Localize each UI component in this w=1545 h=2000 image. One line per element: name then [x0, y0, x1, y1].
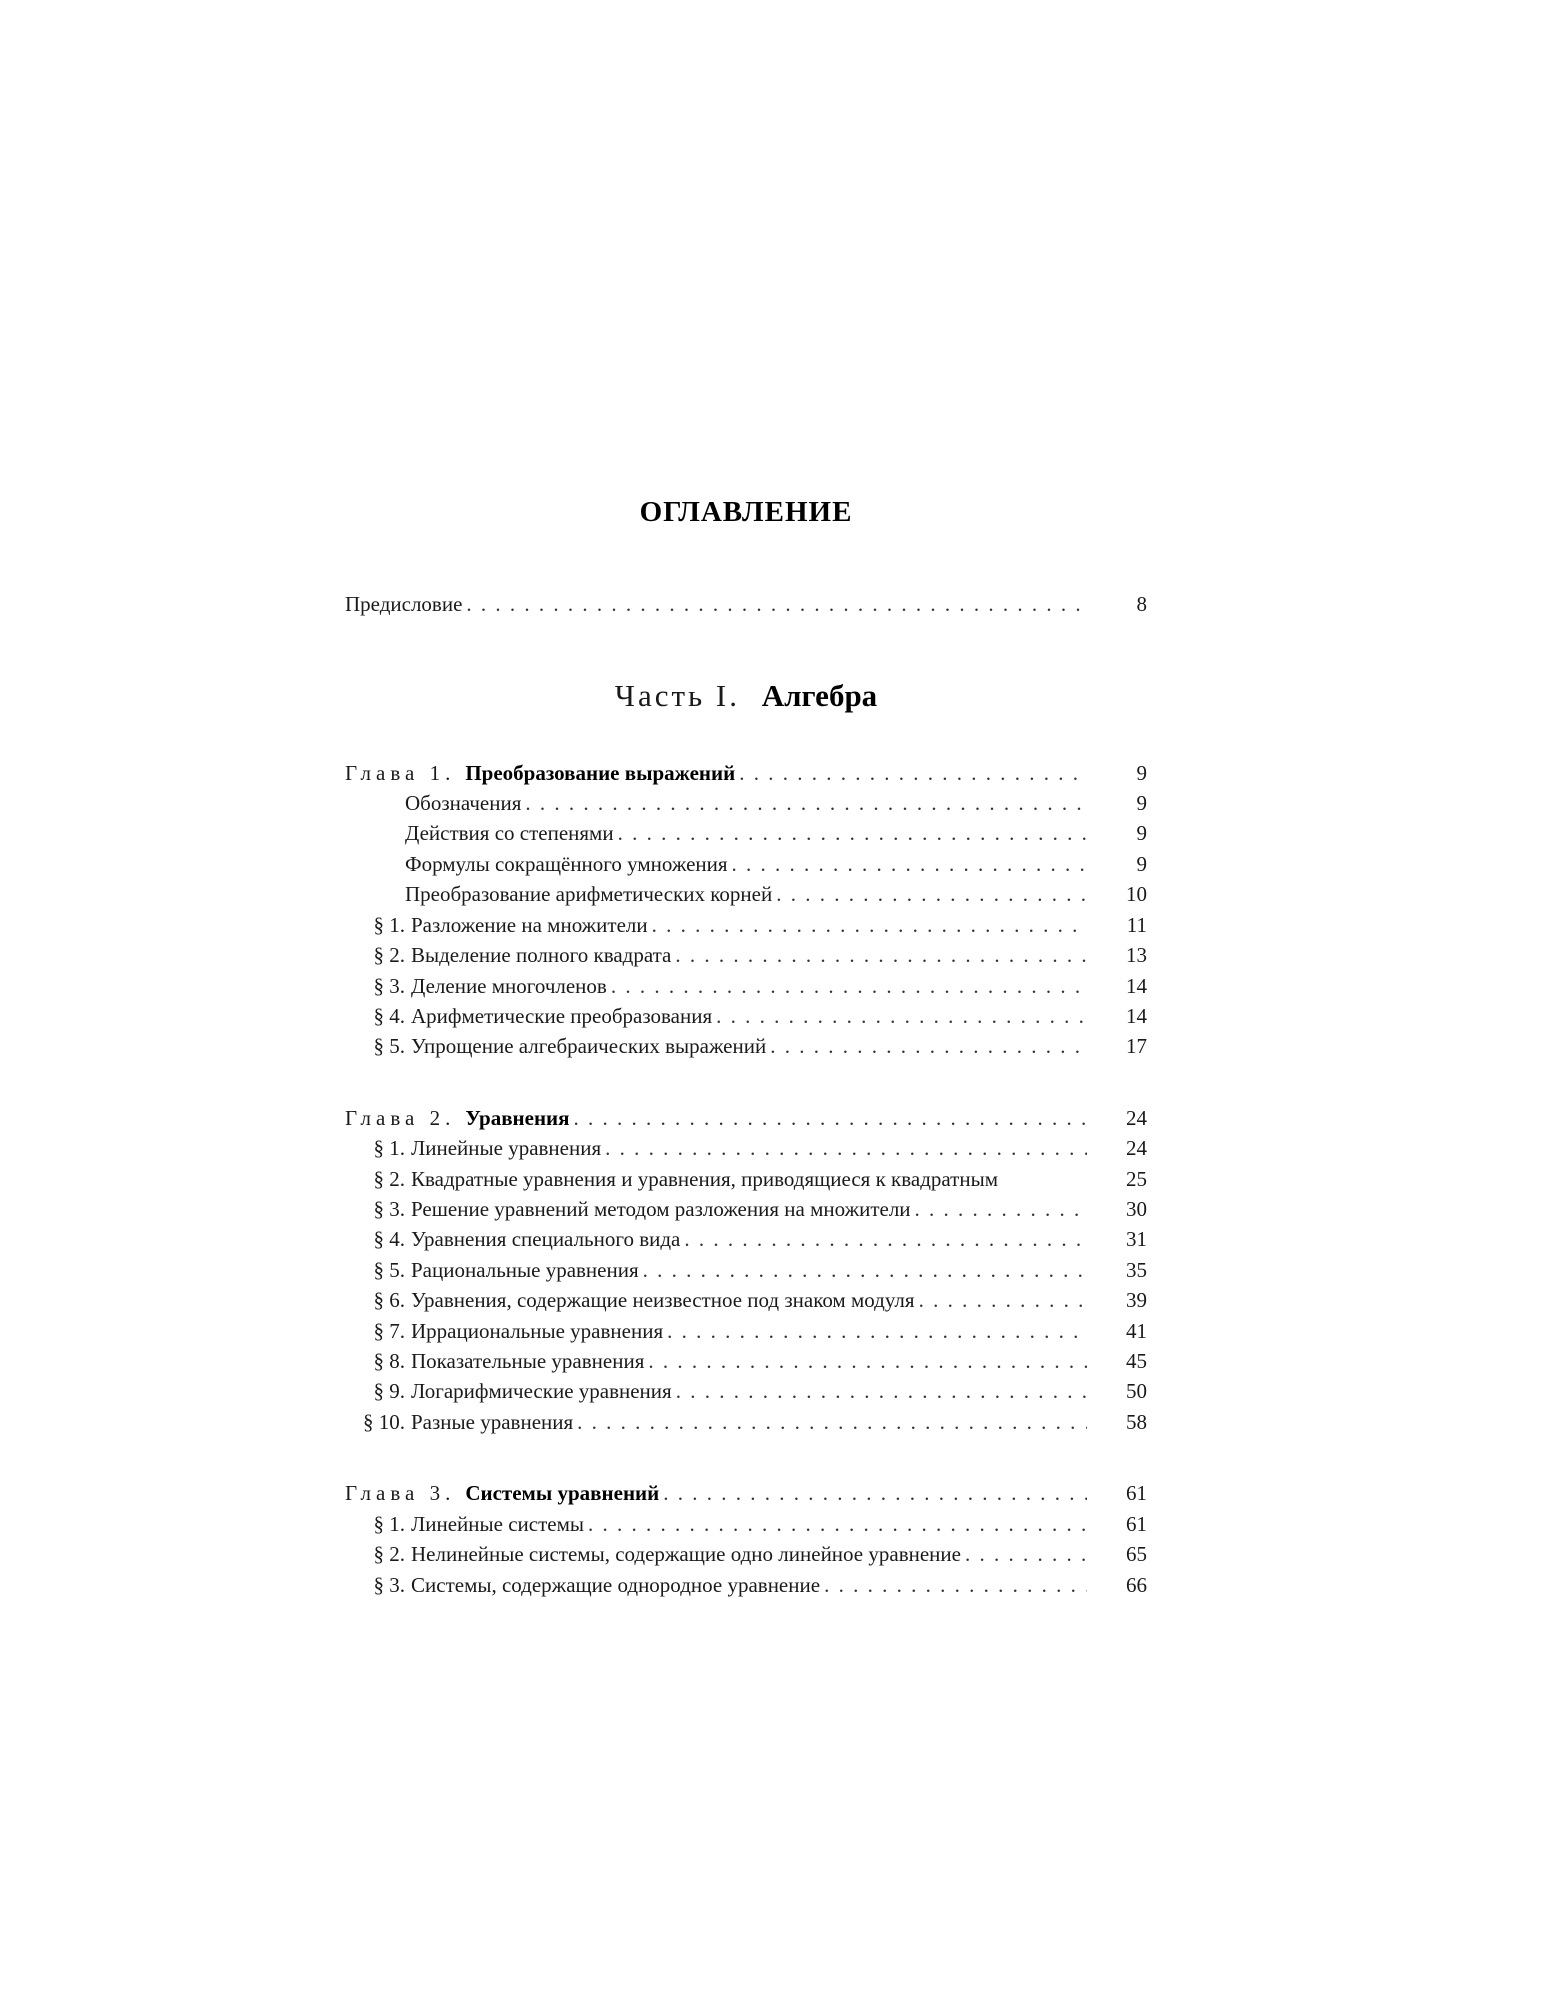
toc-page-number: 61: [1126, 1512, 1147, 1536]
toc-entry-label: Линейные системы: [411, 1512, 584, 1536]
toc-entry[interactable]: [345, 1539, 1147, 1569]
toc-page-number: 13: [1126, 943, 1147, 967]
section-mark: § 9.: [373, 1379, 405, 1403]
section-mark: § 1.: [373, 913, 405, 937]
toc-entry-label: Деление многочленов: [411, 974, 607, 998]
chapter-prefix: Глава 2.: [345, 1106, 456, 1130]
toc-entry[interactable]: [345, 1001, 1147, 1031]
toc-entry-label: Арифметические преобразования: [411, 1004, 713, 1028]
toc-entry-label: Предисловие: [345, 592, 463, 616]
section-mark: § 3.: [373, 1573, 405, 1597]
toc-page-number: 9: [1136, 761, 1147, 785]
toc-entry[interactable]: [345, 1285, 1147, 1315]
section-mark: § 6.: [373, 1288, 405, 1312]
section-mark: § 3.: [373, 1197, 405, 1221]
toc-entry-label: Иррациональные уравнения: [411, 1319, 664, 1343]
leader-dots: [716, 1001, 1087, 1031]
section-mark: § 4.: [373, 1227, 405, 1251]
leader-dots: [577, 1407, 1087, 1437]
toc-page-number: 58: [1126, 1410, 1147, 1434]
toc-entry-label: Разложение на множители: [411, 913, 648, 937]
leader-dots: [574, 1103, 1087, 1133]
section-mark: § 1.: [373, 1136, 405, 1160]
leader-dots: [776, 879, 1087, 909]
toc-page-number: 35: [1126, 1258, 1147, 1282]
leader-dots: [915, 1194, 1087, 1224]
part-heading: [345, 678, 1147, 714]
chapter-title: Системы уравнений: [465, 1481, 660, 1505]
toc-entry-label: Системы, содержащие однородное уравнение: [411, 1573, 821, 1597]
section-mark: § 1.: [373, 1512, 405, 1536]
leader-dots: [466, 589, 1087, 619]
toc-entry-label: Преобразование арифметических корней: [405, 882, 773, 906]
toc-page-number: 14: [1126, 974, 1147, 998]
toc-chapter-1[interactable]: [345, 758, 1147, 788]
leader-dots: [648, 1346, 1087, 1376]
toc-page-number: 45: [1126, 1349, 1147, 1373]
toc-chapter-3[interactable]: [345, 1478, 1147, 1508]
toc-page-number: 65: [1126, 1542, 1147, 1566]
toc-entry-label: Решение уравнений методом разложения на множители: [411, 1197, 911, 1221]
chapter-title: Преобразование выражений: [465, 761, 736, 785]
section-mark: § 5.: [373, 1258, 405, 1282]
toc-entry[interactable]: [345, 1224, 1147, 1254]
toc-page-number: 50: [1126, 1379, 1147, 1403]
toc-entry[interactable]: [345, 1031, 1147, 1061]
leader-dots: [663, 1478, 1087, 1508]
toc-page-number: 11: [1126, 913, 1147, 937]
leader-dots: [676, 1376, 1087, 1406]
section-mark: § 4.: [373, 1004, 405, 1028]
chapter-prefix: Глава 1.: [345, 761, 456, 785]
leader-dots: [919, 1285, 1087, 1315]
leader-dots: [611, 971, 1087, 1001]
section-mark: § 8.: [373, 1349, 405, 1373]
part-name: Алгебра: [761, 678, 878, 713]
toc-entry-label: Уравнения, содержащие неизвестное под знаком модуля: [411, 1288, 915, 1312]
toc-page-number: 8: [1136, 592, 1147, 616]
leader-dots: [732, 849, 1087, 879]
toc-entry[interactable]: [345, 1316, 1147, 1346]
leader-dots: [667, 1316, 1087, 1346]
toc-entry-label: Разные уравнения: [411, 1410, 574, 1434]
part-prefix: Часть I.: [614, 678, 740, 713]
toc-entry-label: Обозначения: [405, 791, 522, 815]
section-mark: § 5.: [373, 1034, 405, 1058]
leader-dots: [739, 758, 1087, 788]
toc-chapter-2[interactable]: [345, 1103, 1147, 1133]
page-title: ОГЛАВЛЕНИЕ: [639, 496, 853, 528]
toc-entry[interactable]: [345, 1407, 1147, 1437]
leader-dots: [618, 818, 1087, 848]
toc-page-number: 41: [1126, 1319, 1147, 1343]
toc-entry-label: Рациональные уравнения: [411, 1258, 639, 1282]
toc-entry-label: Логарифмические уравнения: [411, 1379, 672, 1403]
toc-entry[interactable]: [345, 940, 1147, 970]
leader-dots: [652, 910, 1087, 940]
leader-dots: [525, 788, 1087, 818]
toc-page-number: 9: [1136, 852, 1147, 876]
toc-entry-label: Формулы сокращённого умножения: [405, 852, 728, 876]
toc-page-number: 24: [1126, 1106, 1147, 1130]
toc-page-number: 14: [1126, 1004, 1147, 1028]
section-mark: § 2.: [373, 943, 405, 967]
toc-page-number: 24: [1126, 1136, 1147, 1160]
section-mark: § 7.: [373, 1319, 405, 1343]
leader-dots: [965, 1539, 1087, 1569]
toc-entry[interactable]: [345, 1133, 1147, 1163]
toc-entry-label: Показательные уравнения: [411, 1349, 645, 1373]
toc-page-number: 66: [1126, 1573, 1147, 1597]
toc-entry-label: Нелинейные системы, содержащие одно линейное уравнение: [411, 1542, 961, 1566]
toc-page-number: 9: [1136, 821, 1147, 845]
toc-entry[interactable]: [345, 849, 1147, 879]
toc-entry[interactable]: [345, 879, 1147, 909]
toc-entry-label: Выделение полного квадрата: [411, 943, 672, 967]
toc-entry[interactable]: [345, 1164, 1147, 1194]
section-mark: § 2.: [373, 1542, 405, 1566]
leader-dots: [588, 1509, 1087, 1539]
toc-entry-label: Действия со степенями: [405, 821, 614, 845]
toc-entry[interactable]: [345, 1570, 1147, 1600]
toc-entry-label: Уравнения специального вида: [411, 1227, 681, 1251]
toc-entry[interactable]: [345, 818, 1147, 848]
toc-page-number: 9: [1136, 791, 1147, 815]
toc-entry[interactable]: [345, 1194, 1147, 1224]
toc-page-number: 30: [1126, 1197, 1147, 1221]
toc-entry-preface[interactable]: [345, 589, 1147, 619]
toc-page-number: 61: [1126, 1481, 1147, 1505]
toc-page-number: 25: [1126, 1167, 1147, 1191]
leader-dots: [824, 1570, 1087, 1600]
section-mark: § 3.: [373, 974, 405, 998]
leader-dots: [675, 940, 1087, 970]
chapter-title: Уравнения: [465, 1106, 570, 1130]
toc-entry[interactable]: [345, 910, 1147, 940]
toc-page-number: 17: [1126, 1034, 1147, 1058]
toc-entry[interactable]: [345, 971, 1147, 1001]
toc-entry[interactable]: [345, 1346, 1147, 1376]
leader-dots: [605, 1133, 1087, 1163]
toc-page-number: 10: [1126, 882, 1147, 906]
toc-entry[interactable]: [345, 1376, 1147, 1406]
chapter-prefix: Глава 3.: [345, 1481, 456, 1505]
toc-entry[interactable]: [345, 788, 1147, 818]
toc-page-number: 39: [1126, 1288, 1147, 1312]
toc-page-number: 31: [1126, 1227, 1147, 1251]
section-mark: § 2.: [373, 1167, 405, 1191]
toc-entry-label: Квадратные уравнения и уравнения, приводящиеся к квадратным: [411, 1167, 998, 1191]
toc-entry[interactable]: [345, 1509, 1147, 1539]
section-mark: § 10.: [363, 1410, 405, 1434]
toc-entry-label: Линейные уравнения: [411, 1136, 602, 1160]
toc-entry[interactable]: [345, 1255, 1147, 1285]
leader-dots: [643, 1255, 1087, 1285]
leader-dots: [684, 1224, 1087, 1254]
leader-dots: [770, 1031, 1087, 1061]
toc-entry-label: Упрощение алгебраических выражений: [411, 1034, 767, 1058]
